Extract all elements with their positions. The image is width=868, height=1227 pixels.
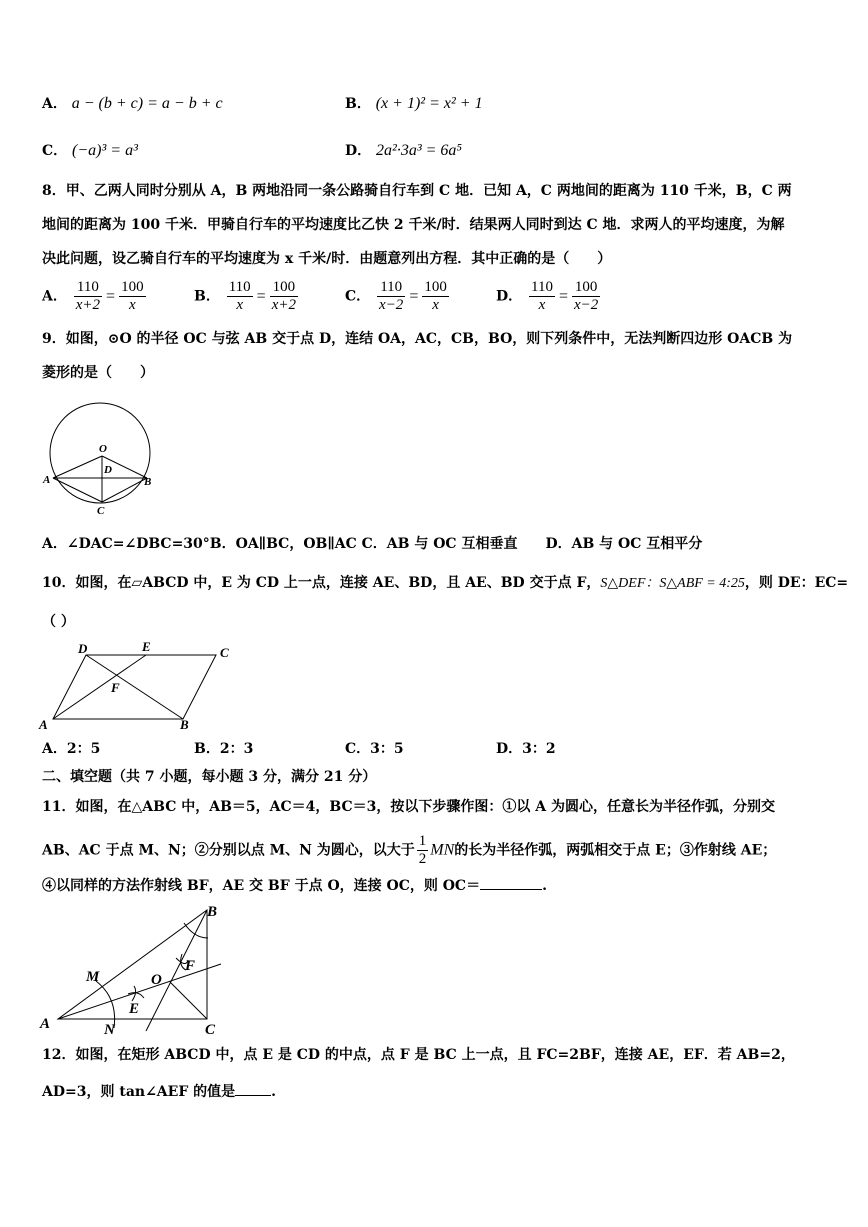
segment-bc bbox=[102, 478, 147, 502]
q8-option-d bbox=[496, 279, 602, 314]
label-e: E bbox=[142, 640, 151, 654]
label-c: C bbox=[205, 1022, 216, 1038]
option-label: C． bbox=[345, 288, 371, 305]
answer-blank[interactable] bbox=[480, 889, 542, 890]
q7-option-c bbox=[42, 141, 138, 161]
q10-line-1 bbox=[42, 573, 848, 594]
q12-period: . bbox=[271, 1084, 277, 1100]
label-o: O bbox=[99, 443, 107, 455]
q11-period: . bbox=[542, 878, 547, 894]
label-e: E bbox=[129, 1001, 140, 1017]
equals-sign: = bbox=[558, 287, 568, 305]
denominator: x−2 bbox=[574, 297, 599, 313]
label-f: F bbox=[111, 680, 120, 695]
option-label: B． bbox=[345, 96, 371, 112]
q10-option-b bbox=[194, 739, 253, 759]
q10-option-c bbox=[345, 739, 404, 759]
fraction bbox=[270, 279, 298, 314]
option-value: 2：3 bbox=[219, 741, 254, 757]
fraction bbox=[227, 279, 253, 314]
denominator: x bbox=[236, 297, 244, 313]
q12-line-1: 12．如图，在矩形 ABCD 中，点 E 是 CD 的中点，点 F 是 BC 上一点，且 FC=2BF，连接 AE，EF．若 AB=2， bbox=[42, 1047, 795, 1063]
q12-line-2 bbox=[42, 1082, 276, 1102]
q8-option-b bbox=[194, 279, 300, 314]
option-label: A． bbox=[42, 741, 67, 757]
label-b: B bbox=[207, 904, 218, 920]
q8-line-3: 决此问题，设乙骑自行车的平均速度为 x 千米/时．由题意列出方程．其中正确的是（ ） bbox=[42, 251, 612, 267]
q11-text-c: ④以同样的方法作射线 BF，AE 交 BF 于点 O，连接 OC，则 OC＝ bbox=[42, 878, 481, 894]
q7-option-d bbox=[345, 141, 462, 161]
numerator: 110 bbox=[377, 279, 405, 297]
label-d: D bbox=[104, 464, 112, 476]
segment-ac bbox=[53, 478, 102, 502]
q10-area-ratio: S△DEF：S△ABF = 4:25 bbox=[600, 576, 745, 591]
section-title-fill-in: 二、填空题（共 7 小题，每小题 3 分，满分 21 分） bbox=[42, 769, 377, 785]
option-label: B． bbox=[194, 741, 220, 757]
label-c: C bbox=[220, 645, 229, 660]
q9-line-2: 菱形的是（ ） bbox=[42, 365, 154, 381]
q12-text-a: AD=3，则 tan∠AEF 的值是 bbox=[42, 1084, 236, 1100]
label-c: C bbox=[97, 505, 105, 517]
denominator: x+2 bbox=[75, 297, 101, 313]
denominator: 2 bbox=[418, 851, 427, 867]
segment-oa bbox=[53, 456, 102, 478]
equals-sign: = bbox=[106, 287, 116, 305]
label-o: O bbox=[151, 972, 162, 988]
q10-parallelogram-figure bbox=[36, 640, 246, 732]
option-expression: a − (b + c) = a − b + c bbox=[71, 95, 223, 112]
ray-bf bbox=[146, 910, 207, 1031]
option-label: D． bbox=[496, 288, 523, 305]
q7-option-a bbox=[42, 94, 223, 114]
numerator: 100 bbox=[270, 279, 298, 297]
segment-oc bbox=[170, 982, 207, 1019]
equals-sign: = bbox=[409, 287, 419, 305]
q11-text-b: 的长为半径作弧，两弧相交于点 E；③作射线 AE； bbox=[454, 842, 777, 859]
option-label: B． bbox=[194, 288, 220, 305]
option-expression: (x + 1)² = x² + 1 bbox=[375, 95, 483, 112]
label-f: F bbox=[185, 958, 196, 974]
ray-ae bbox=[58, 964, 221, 1019]
q8-option-c bbox=[345, 279, 451, 314]
option-value: 2：5 bbox=[66, 741, 101, 757]
label-a: A bbox=[40, 1016, 51, 1032]
numerator: 110 bbox=[228, 279, 251, 295]
q11-line-2 bbox=[42, 833, 776, 868]
denominator: x+2 bbox=[271, 297, 296, 313]
segment-bd bbox=[86, 655, 183, 719]
numerator: 100 bbox=[572, 279, 600, 297]
label-b: B bbox=[180, 717, 189, 732]
arc-mn bbox=[96, 981, 115, 1028]
label-m: M bbox=[86, 969, 100, 985]
q9-options: A．∠DAC=∠DBC=30°B．OA∥BC，OB∥AC C．AB 与 OC 互相垂直 D．AB 与 OC 互相平分 bbox=[42, 536, 703, 552]
q11-line-1: 11．如图，在△ABC 中，AB＝5，AC＝4，BC＝3，按以下步骤作图：①以 A 为圆心，任意长为半径作弧，分别交 bbox=[42, 799, 775, 815]
fraction bbox=[119, 279, 146, 314]
denominator: x bbox=[538, 297, 546, 313]
q11-text-a: AB、AC 于点 M、N；②分别以点 M、N 为圆心，以大于 bbox=[42, 842, 415, 859]
equals-sign: = bbox=[256, 287, 266, 305]
q8-option-a bbox=[42, 279, 148, 314]
option-label: A． bbox=[42, 96, 67, 112]
label-b: B bbox=[144, 476, 152, 488]
option-label: D． bbox=[345, 143, 372, 159]
label-a: A bbox=[39, 717, 48, 732]
fraction bbox=[572, 279, 600, 314]
numerator: 100 bbox=[121, 279, 144, 295]
option-value: 3：2 bbox=[522, 741, 556, 757]
label-n: N bbox=[104, 1022, 115, 1038]
fraction bbox=[377, 279, 405, 314]
fraction bbox=[74, 279, 102, 314]
segment-ae bbox=[53, 655, 146, 719]
q10-text-a: 10．如图，在▱ABCD 中，E 为 CD 上一点，连接 AE、BD，且 AE、BD 交于点 F， bbox=[42, 575, 601, 591]
q11-triangle-figure bbox=[36, 898, 236, 1038]
option-expression: (−a)³ = a³ bbox=[72, 142, 138, 159]
denominator: x bbox=[128, 297, 136, 313]
option-label: C． bbox=[345, 741, 371, 757]
fraction bbox=[529, 279, 555, 314]
q8-line-2: 地间的距离为 100 千米．甲骑自行车的平均速度比乙快 2 千米/时．结果两人同时到达 C 地．求两人的平均速度，为解 bbox=[42, 217, 785, 233]
q9-circle-figure bbox=[40, 398, 160, 518]
q9-line-1: 9．如图，⊙O 的半径 OC 与弦 AB 交于点 D，连结 OA，AC，CB，BO，则下列条件中，无法判断四边形 OACB 为 bbox=[42, 331, 793, 347]
answer-blank[interactable] bbox=[235, 1095, 271, 1096]
numerator: 110 bbox=[531, 279, 553, 295]
arc-e1 bbox=[128, 993, 144, 998]
q10-option-a bbox=[42, 739, 100, 759]
q10-option-d bbox=[496, 739, 556, 759]
denominator: x−2 bbox=[379, 297, 404, 313]
q8-line-1: 8．甲、乙两人同时分别从 A，B 两地沿同一条公路骑自行车到 C 地．已知 A，C 两地间的距离为 110 千米，B，C 两 bbox=[42, 183, 792, 199]
fraction-half bbox=[417, 833, 429, 868]
q11-line-3 bbox=[42, 876, 547, 896]
q7-option-b bbox=[345, 94, 483, 114]
option-value: 3：5 bbox=[370, 741, 404, 757]
numerator: 110 bbox=[74, 279, 102, 297]
q10-line-2: （ ） bbox=[42, 614, 75, 630]
q10-text-b: ，则 DE：EC= bbox=[744, 575, 849, 591]
option-label: A． bbox=[42, 288, 67, 305]
label-d: D bbox=[78, 641, 88, 656]
option-expression: 2a²·3a³ = 6a⁵ bbox=[376, 142, 462, 159]
q11-mn: MN bbox=[430, 841, 455, 859]
option-label: D． bbox=[496, 741, 523, 757]
option-label: C． bbox=[42, 143, 68, 159]
denominator: x bbox=[432, 297, 439, 313]
fraction bbox=[422, 279, 449, 314]
label-a: A bbox=[43, 474, 51, 486]
numerator: 1 bbox=[418, 833, 427, 849]
numerator: 100 bbox=[424, 279, 447, 295]
arc-b bbox=[184, 923, 208, 938]
